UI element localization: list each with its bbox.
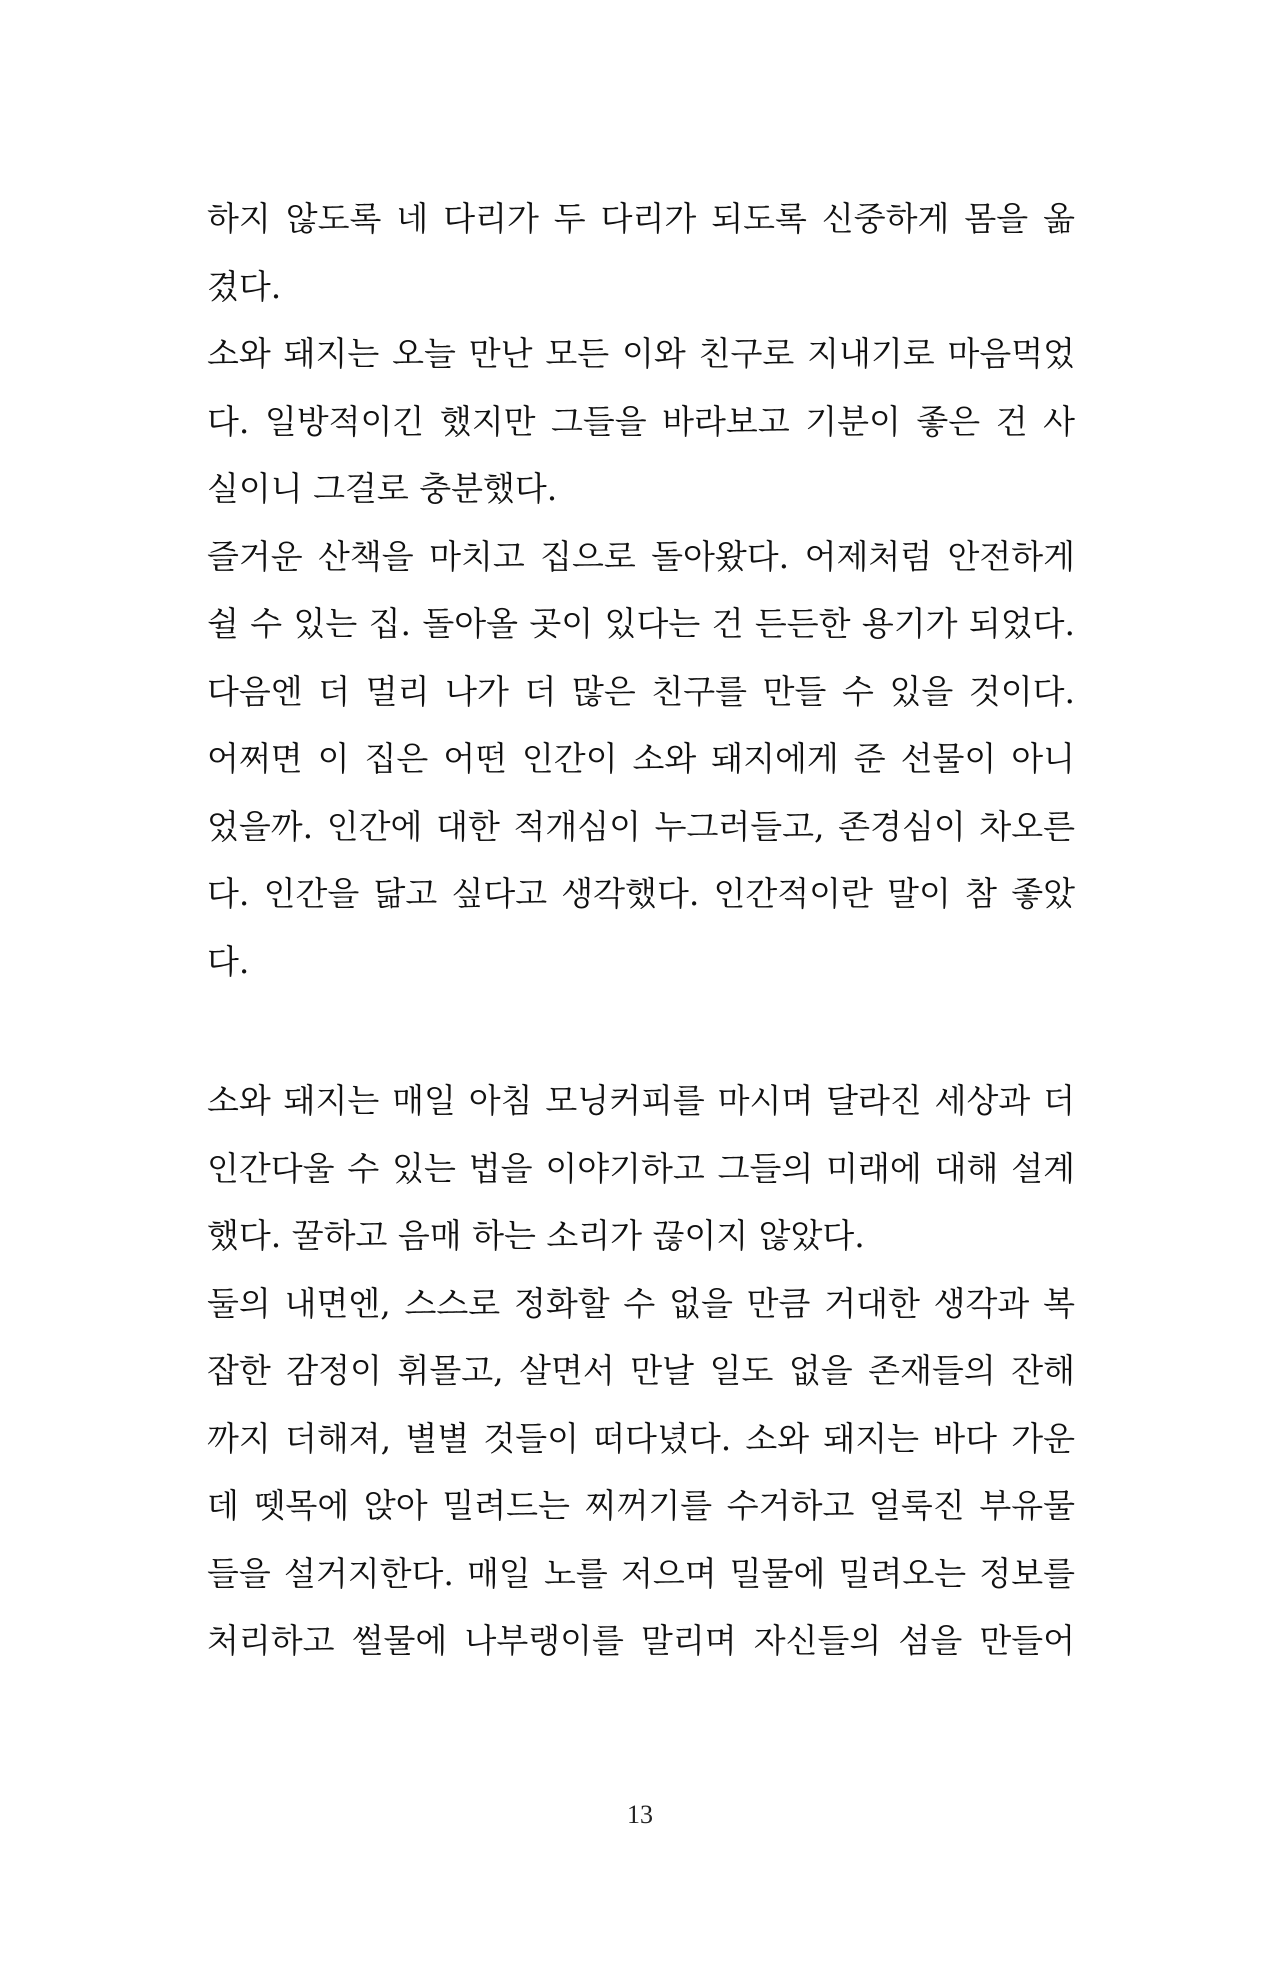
text-line: 다. 인간을 닮고 싶다고 생각했다. 인간적이란 말이 참 좋았 [207, 874, 1075, 913]
text-line: 하지 않도록 네 다리가 두 다리가 되도록 신중하게 몸을 옮 [207, 199, 1075, 238]
text-line: 즐거운 산책을 마치고 집으로 돌아왔다. 어제처럼 안전하게 [207, 536, 1075, 576]
text-line: 다음엔 더 멀리 나가 더 많은 친구를 만들 수 있을 것이다. [207, 671, 1075, 711]
text-line: 까지 더해져, 별별 것들이 떠다녔다. 소와 돼지는 바다 가운 [207, 1418, 1075, 1458]
text-line: 인간다울 수 있는 법을 이야기하고 그들의 미래에 대해 설계 [207, 1148, 1075, 1188]
body-text [207, 185, 1075, 1675]
text-line: 어쩌면 이 집은 어떤 인간이 소와 돼지에게 준 선물이 아니 [207, 739, 1075, 778]
text-line: 데 뗏목에 앉아 밀려드는 찌꺼기를 수거하고 얼룩진 부유물 [207, 1486, 1076, 1525]
text-line: 쉴 수 있는 집. 돌아올 곳이 있다는 건 든든한 용기가 되었다. [207, 604, 1075, 643]
text-line: 소와 돼지는 오늘 만난 모든 이와 친구로 지내기로 마음먹었 [207, 334, 1075, 373]
text-line: 둘의 내면엔, 스스로 정화할 수 없을 만큼 거대한 생각과 복 [207, 1283, 1075, 1323]
paragraph-3 [207, 523, 1075, 996]
text-line: 들을 설거지한다. 매일 노를 저으며 밀물에 밀려오는 정보를 [207, 1553, 1075, 1593]
text-line: 실이니 그걸로 충분했다. [207, 469, 558, 508]
paragraph-5 [207, 1270, 1075, 1675]
text-line: 잡한 감정이 휘몰고, 살면서 만날 일도 없을 존재들의 잔해 [207, 1351, 1075, 1390]
text-line: 다. [207, 941, 250, 981]
paragraph-2 [207, 320, 1075, 523]
paragraph-gap [207, 995, 1075, 1067]
text-line: 처리하고 썰물에 나부랭이를 말리며 자신들의 섬을 만들어 [207, 1621, 1075, 1660]
paragraph-1 [207, 185, 1075, 320]
text-line: 했다. 꿀하고 음매 하는 소리가 끊이지 않았다. [207, 1216, 865, 1255]
text-line: 겼다. [207, 266, 282, 306]
text-line: 다. 일방적이긴 했지만 그들을 바라보고 기분이 좋은 건 사 [207, 401, 1075, 441]
page-number: 13 [627, 1800, 653, 1829]
text-line: 었을까. 인간에 대한 적개심이 누그러들고, 존경심이 차오른 [207, 806, 1075, 846]
text-line: 소와 돼지는 매일 아침 모닝커피를 마시며 달라진 세상과 더 [207, 1081, 1075, 1120]
paragraph-4 [207, 1067, 1075, 1270]
